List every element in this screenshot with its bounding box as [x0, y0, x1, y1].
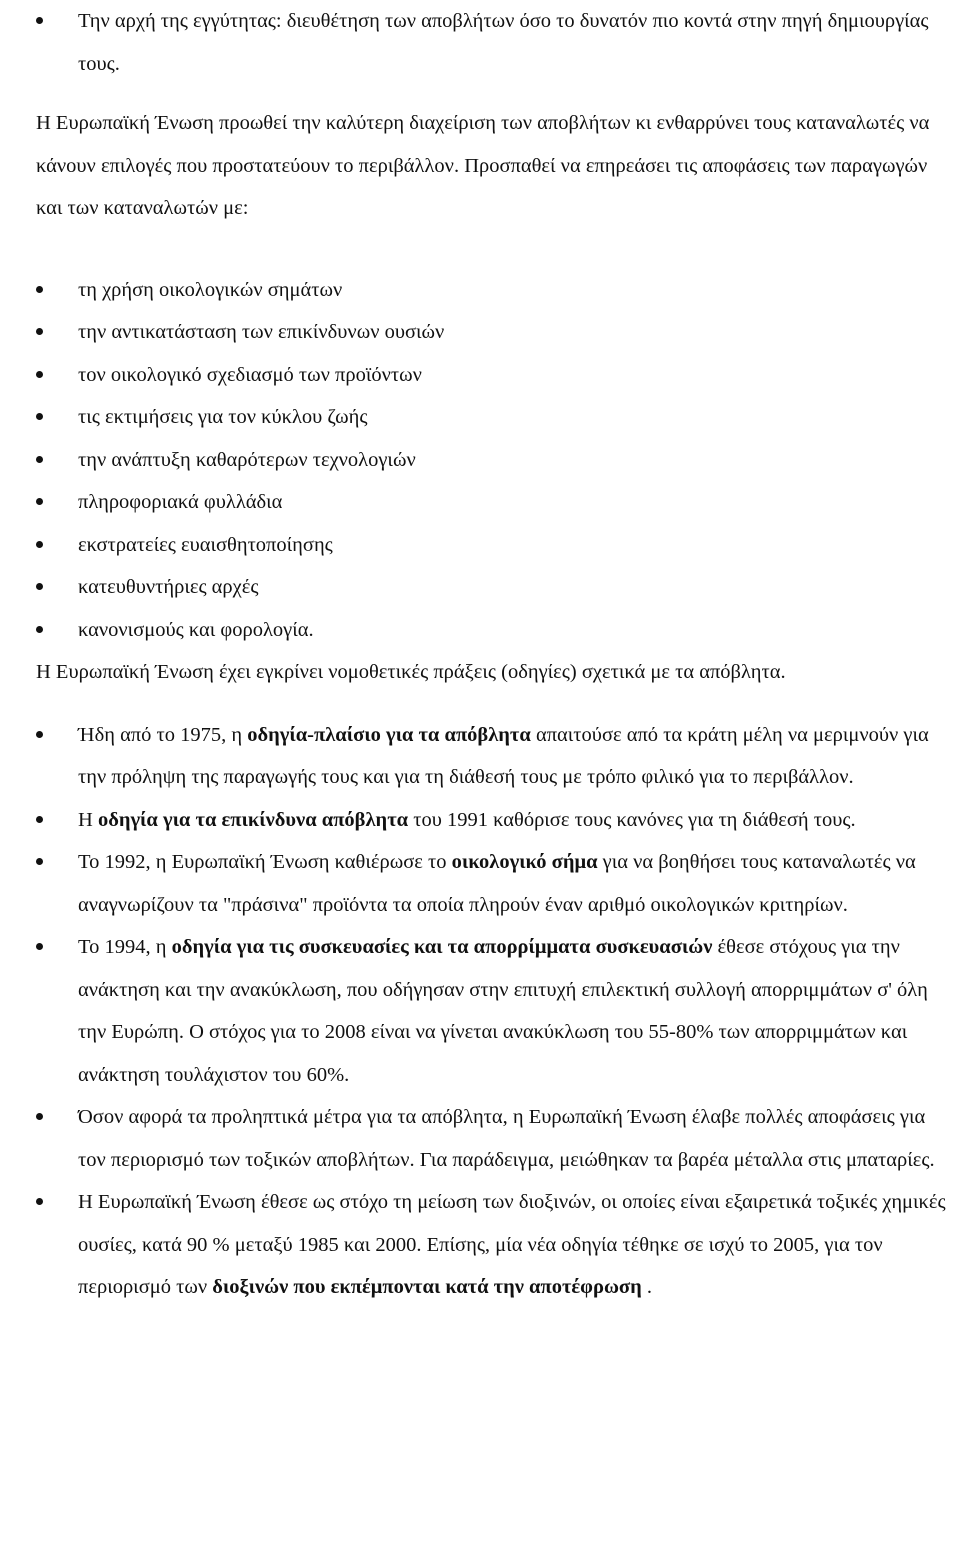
- list-item-text: τη χρήση οικολογικών σημάτων: [78, 278, 343, 301]
- list-item-text: τις εκτιμήσεις για τον κύκλου ζωής: [78, 406, 368, 428]
- list-item-text-bold: οδηγία για τις συσκευασίες και τα απορρίμματα συσκευασιών: [171, 936, 713, 958]
- list-item-text-pre: Όσον αφορά τα προληπτικά μέτρα για τα απόβλητα, η Ευρωπαϊκή Ένωση έλαβε πολλές αποφάσεις για τον περιορισμό των τοξικών αποβλήτων. Για παράδειγμα, μειώθηκαν τα βαρέα μέταλλα στις μπαταρίες.: [78, 1106, 935, 1171]
- bullet-icon: [36, 17, 43, 24]
- list-item-text-pre: Η: [78, 808, 98, 831]
- list-item: [0, 799, 960, 842]
- list-item: [0, 269, 960, 312]
- list-item-text-post: έθεσε στόχους για την ανάκτηση και την ανακύκλωση, που οδήγησαν στην επιτυχή επιλεκτική συλλογή απορριμμάτων σ' όλη την Ευρώπη. Ο στόχος για το 2008 είναι να γίνεται ανακύκλωση του 55-80% των απορριμμάτων και ανάκτηση τουλάχιστον του 60%.: [78, 936, 928, 1086]
- bullet-icon: [36, 583, 43, 590]
- list-item: [0, 1181, 960, 1309]
- bullet-icon: [36, 456, 43, 463]
- list-item-text-post: για να βοηθήσει τους καταναλωτές να αναγνωρίζουν τα "πράσινα" προϊόντα τα οποία πληρούν έναν αριθμό οικολογικών κριτηρίων.: [78, 851, 916, 916]
- list-item-text-bold: οδηγία-πλαίσιο για τα απόβλητα: [247, 723, 531, 746]
- list-item-text: κατευθυντήριες αρχές: [78, 576, 259, 598]
- legislation-list: [0, 714, 960, 1309]
- list-item: [0, 1096, 960, 1181]
- bullet-icon: [36, 816, 43, 823]
- list-item-text: εκστρατείες ευαισθητοποίησης: [78, 533, 333, 556]
- list-item-text-post: απαιτούσε από τα κράτη μέλη να μεριμνούν για την πρόληψη της παραγωγής τους και για τη διάθεσή τους με τρόπο φιλικό για το περιβάλλον.: [78, 723, 929, 788]
- list-item-text: την αντικατάσταση των επικίνδυνων ουσιών: [78, 321, 445, 343]
- list-item: [0, 0, 960, 85]
- measures-list: [0, 269, 960, 652]
- list-item-text: τον οικολογικό σχεδιασμό των προϊόντων: [78, 363, 422, 386]
- list-item: [0, 481, 960, 524]
- bullet-icon: [36, 286, 43, 293]
- bullet-icon: [36, 413, 43, 420]
- list-item-text-pre: Το 1994, η: [78, 936, 172, 958]
- list-item: [0, 714, 960, 799]
- list-item-text-pre: Ήδη από το 1975, η: [78, 723, 248, 746]
- list-item: [0, 566, 960, 609]
- list-item-text-bold: οδηγία για τα επικίνδυνα απόβλητα: [97, 808, 409, 831]
- list-item: [0, 841, 960, 926]
- list-item: [0, 926, 960, 1096]
- list-item: [0, 396, 960, 439]
- list-item-text-bold: οικολογικό σήμα: [451, 851, 598, 873]
- list-item: [0, 609, 960, 652]
- legislation-paragraph: Η Ευρωπαϊκή Ένωση έχει εγκρίνει νομοθετικές πράξεις (οδηγίες) σχετικά με τα απόβλητα.: [36, 661, 786, 683]
- intro-paragraph: Η Ευρωπαϊκή Ένωση προωθεί την καλύτερη διαχείριση των αποβλήτων κι ενθαρρύνει τους καταναλωτές να κάνουν επιλογές που προστατεύουν το περιβάλλον. Προσπαθεί να επηρεάσει τις αποφάσεις των παραγωγών και των καταναλωτών με:: [36, 112, 930, 219]
- list-item-text-post: του 1991 καθόρισε τους κανόνες για τη διάθεσή τους.: [408, 808, 856, 831]
- list-item: [0, 439, 960, 482]
- list-item-text: κανονισμούς και φορολογία.: [78, 618, 314, 641]
- list-item-text-bold: διοξινών που εκπέμπονται κατά την αποτέφρωση: [212, 1276, 642, 1298]
- list-item: [0, 524, 960, 567]
- list-item-text-post: .: [641, 1276, 652, 1298]
- bullet-icon: [36, 858, 43, 865]
- bullet-icon: [36, 731, 43, 738]
- bullet-icon: [36, 626, 43, 633]
- list-item-text-pre: Το 1992, η Ευρωπαϊκή Ένωση καθιέρωσε το: [78, 851, 452, 873]
- bullet-icon: [36, 1198, 43, 1205]
- list-item-text-pre: Η Ευρωπαϊκή Ένωση έθεσε ως στόχο τη μείωση των διοξινών, οι οποίες είναι εξαιρετικά τοξικές χημικές ουσίες, κατά 90 % μεταξύ 1985 και 2000. Επίσης, μία νέα οδηγία τέθηκε σε ισχύ το 2005, για τον περιορισμό των: [78, 1191, 946, 1298]
- bullet-icon: [36, 328, 43, 335]
- bullet-icon: [36, 1113, 43, 1120]
- principles-list: [0, 0, 960, 85]
- list-item: [0, 354, 960, 397]
- bullet-icon: [36, 541, 43, 548]
- list-item: [0, 311, 960, 354]
- bullet-icon: [36, 498, 43, 505]
- list-item-text: την ανάπτυξη καθαρότερων τεχνολογιών: [78, 448, 416, 471]
- bullet-icon: [36, 371, 43, 378]
- list-item-text: Την αρχή της εγγύτητας: διευθέτηση των αποβλήτων όσο το δυνατόν πιο κοντά στην πηγή δημιουργίας τους.: [78, 10, 929, 75]
- list-item-text: πληροφοριακά φυλλάδια: [78, 491, 283, 513]
- bullet-icon: [36, 943, 43, 950]
